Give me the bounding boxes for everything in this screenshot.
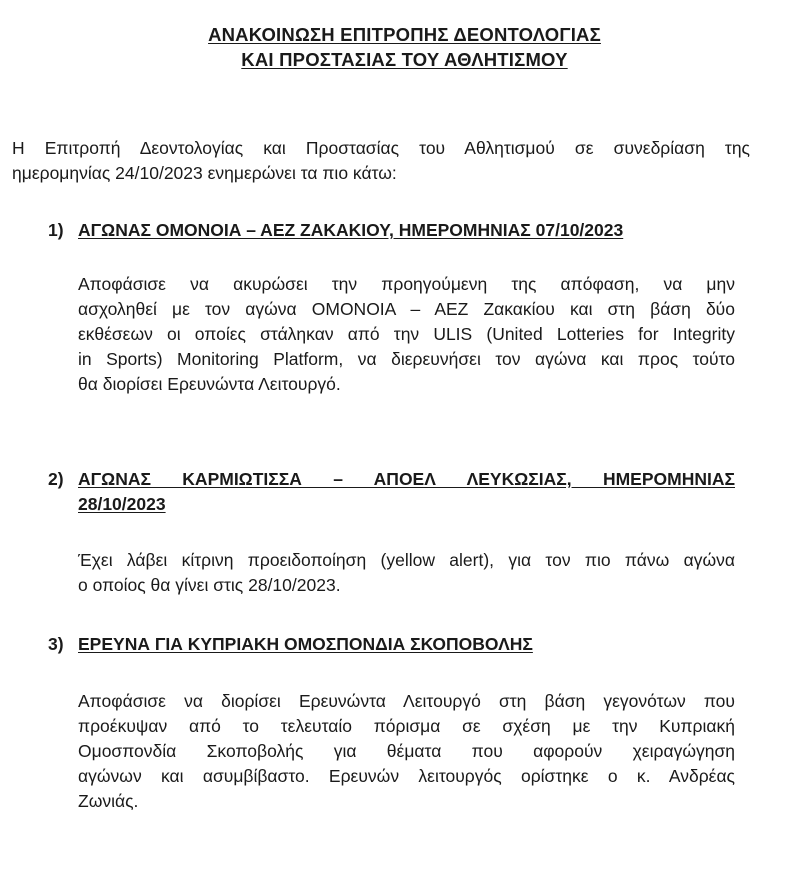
document-title-line-1: ΑΝΑΚΟΙΝΩΣΗ ΕΠΙΤΡΟΠΗΣ ΔΕΟΝΤΟΛΟΓΙΑΣ xyxy=(208,24,601,45)
section-2-paragraph xyxy=(78,548,735,598)
paragraph-line: Αποφάσισε να ακυρώσει την προηγούμενη της απόφαση, να μην xyxy=(78,274,735,294)
intro-line: Η Επιτροπή Δεοντολογίας και Προστασίας του Αθλητισμού σε συνεδρίαση της xyxy=(12,138,750,158)
paragraph-line: Ομοσπονδία Σκοποβολής για θέματα που αφορούν χειραγώγηση xyxy=(78,741,735,761)
section-heading-row xyxy=(48,467,735,492)
section-2-heading xyxy=(48,467,735,517)
paragraph-line: ο οποίος θα γίνει στις 28/10/2023. xyxy=(78,575,341,595)
paragraph-line: εκθέσεων οι οποίες στάληκαν από την ULIS (United Lotteries for Integrity xyxy=(78,324,735,344)
paragraph-line: αγώνων και ασυμβίβαστο. Ερευνών λειτουργός ορίστηκε ο κ. Ανδρέας xyxy=(78,766,735,786)
section-heading-text: ΑΓΩΝΑΣ ΚΑΡΜΙΩΤΙΣΣΑ – ΑΠΟΕΛ ΛΕΥΚΩΣΙΑΣ, ΗΜΕΡΟΜΗΝΙΑΣ xyxy=(78,469,735,489)
section-heading-text: 28/10/2023 xyxy=(78,494,166,514)
paragraph-line: in Sports) Monitoring Platform, να διερευνήσει τον αγώνα και προς τούτο xyxy=(78,349,735,369)
document-title-line-2: ΚΑΙ ΠΡΟΣΤΑΣΙΑΣ ΤΟΥ ΑΘΛΗΤΙΣΜΟΥ xyxy=(241,49,568,70)
intro-line: ημερομηνίας 24/10/2023 ενημερώνει τα πιο κάτω: xyxy=(12,163,397,183)
intro-paragraph xyxy=(12,136,750,186)
section-number: 1) xyxy=(48,220,64,240)
section-3-heading xyxy=(48,632,533,657)
section-heading-text: ΕΡΕΥΝΑ ΓΙΑ ΚΥΠΡΙΑΚΗ ΟΜΟΣΠΟΝΔΙΑ ΣΚΟΠΟΒΟΛΗΣ xyxy=(78,634,533,654)
paragraph-line: προέκυψαν από το τελευταίο πόρισμα σε σχέση με την Κυπριακή xyxy=(78,716,735,736)
paragraph-line: ασχοληθεί με τον αγώνα ΟΜΟΝΟΙΑ – ΑΕΖ Ζακακίου και στη βάση δύο xyxy=(78,299,735,319)
section-heading-text: ΑΓΩΝΑΣ ΟΜΟΝΟΙΑ – ΑΕΖ ΖΑΚΑΚΙΟΥ, ΗΜΕΡΟΜΗΝΙΑΣ 07/10/2023 xyxy=(78,220,624,240)
section-3-paragraph xyxy=(78,689,735,814)
paragraph-line: Έχει λάβει κίτρινη προειδοποίηση (yellow alert), για τον πιο πάνω αγώνα xyxy=(78,550,735,570)
section-number: 3) xyxy=(48,634,64,654)
section-1-heading xyxy=(48,218,623,243)
section-1-paragraph xyxy=(78,272,735,397)
section-number: 2) xyxy=(48,469,64,489)
paragraph-line: Αποφάσισε να διορίσει Ερευνώντα Λειτουργό στη βάση γεγονότων που xyxy=(78,691,735,711)
paragraph-line: θα διορίσει Ερευνώντα Λειτουργό. xyxy=(78,374,341,394)
section-heading-row xyxy=(78,492,735,517)
paragraph-line: Ζωνιάς. xyxy=(78,791,139,811)
